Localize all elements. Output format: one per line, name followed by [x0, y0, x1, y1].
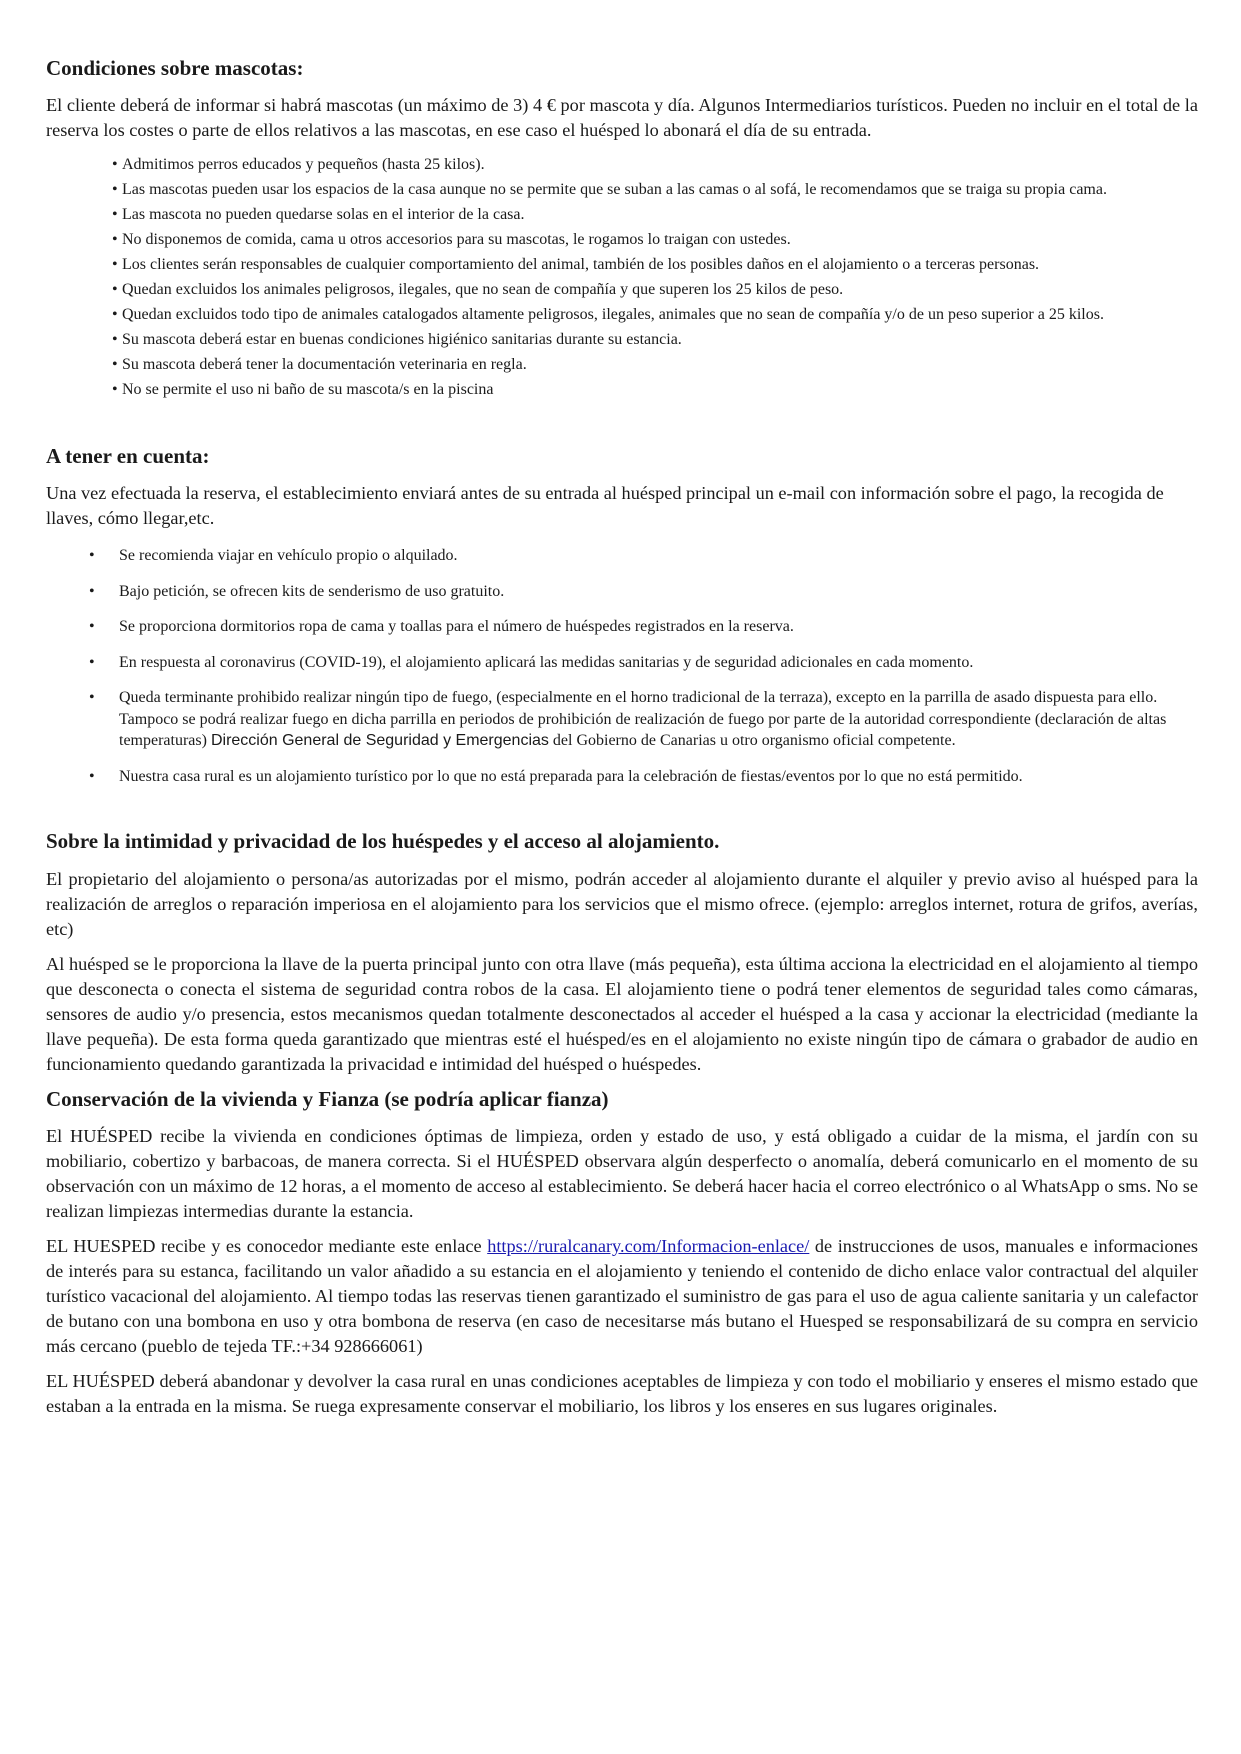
list-item [46, 766, 1198, 788]
bullet-icon: • [89, 767, 95, 785]
list-item [104, 303, 1184, 327]
bullet-icon: • [89, 582, 95, 600]
list-item [104, 353, 1184, 377]
notes-heading: A tener en cuenta: [46, 444, 210, 469]
fire-rule-text-2: del Gobierno de Canarias u otro organismo oficial competente. [552, 732, 956, 750]
list-item [104, 228, 1184, 252]
list-item [104, 178, 1184, 202]
privacy-paragraph-2: Al huésped se le proporciona la llave de la puerta principal junto con otra llave (más pequeña), esta última acciona la electricidad en el alojamiento al tiempo que desconecta o conecta el sistema de seguridad contra robos de la casa. El alojamiento tiene o podrá tener elementos de seguridad tales como cámaras, sensores de audio y/o presencia, estos mecanismos quedan totalmente desconectados al acceder el huésped a la casa y accionar la electricidad (mediante la llave pequeña). De esta forma queda garantizado que mientras esté el huésped/es en el alojamiento no existe ningún tipo de cámara o grabador de audio en funcionamiento quedando garantizada la privacidad e intimidad del huésped o huéspedes. [46, 953, 1198, 1074]
conservation-paragraph-1: El HUÉSPED recibe la vivienda en condiciones óptimas de limpieza, orden y estado de uso, y está obligado a cuidar de la misma, el jardín con su mobiliario, cobertizo y barbacoas, de manera correcta. Si el HUÉSPED observara algún desperfecto o anomalía, deberá comunicarlo en el momento de su observación con un máximo de 12 horas, a el momento de acceso al establecimiento. Se deberá hacer hacia el correo electrónico o al WhatsApp o sms. No se realizan limpiezas intermedias durante la estancia. [46, 1125, 1198, 1221]
list-item [46, 687, 1198, 752]
list-item [104, 203, 1184, 227]
notes-list [46, 545, 1198, 787]
conservation-section [46, 1087, 1198, 1419]
list-item-text: Se recomienda viajar en vehículo propio o alquilado. [119, 547, 458, 565]
list-item-text: Las mascota no pueden quedarse solas en el interior de la casa. [122, 206, 525, 224]
list-item [104, 253, 1184, 277]
pets-list [46, 153, 1184, 402]
bullet-icon: • [112, 281, 118, 299]
bullet-icon: • [112, 331, 118, 349]
info-link[interactable]: https://ruralcanary.com/Informacion-enlace/ [487, 1235, 810, 1256]
list-item-text: Bajo petición, se ofrecen kits de senderismo de uso gratuito. [119, 582, 505, 600]
bullet-icon: • [112, 381, 118, 399]
notes-section [46, 444, 1198, 787]
list-item-text: Nuestra casa rural es un alojamiento turístico por lo que no está preparada para la celebración de fiestas/eventos por lo que no está permitido. [119, 767, 1023, 785]
conservation-paragraph-2 [46, 1234, 1198, 1359]
list-item [46, 616, 1198, 638]
list-item-text: No disponemos de comida, cama u otros accesorios para su mascotas, le rogamos lo traigan con ustedes. [122, 231, 791, 249]
list-item [46, 545, 1198, 567]
bullet-icon: • [112, 156, 118, 174]
list-item-text: Los clientes serán responsables de cualquier comportamiento del animal, también de los posibles daños en el alojamiento o a terceras personas. [122, 256, 1040, 274]
pets-section [46, 56, 1198, 402]
privacy-section [46, 829, 1198, 1076]
privacy-paragraph-1: El propietario del alojamiento o persona/as autorizadas por el mismo, podrán acceder al alojamiento durante el alquiler y previo aviso al huésped para la realización de arreglos o reparación imperiosa en el alojamiento para los servicios que el mismo ofrece. (ejemplo: arreglos internet, rotura de grifos, averías, etc) [46, 868, 1198, 939]
list-item [104, 278, 1184, 302]
notes-intro: Una vez efectuada la reserva, el establecimiento enviará antes de su entrada al huésped principal un e-mail con información sobre el pago, la recogida de llaves, cómo llegar,etc. [46, 483, 1164, 529]
bullet-icon: • [89, 653, 95, 671]
list-item-text: Su mascota deberá estar en buenas condiciones higiénico sanitarias durante su estancia. [122, 331, 682, 349]
list-item-text: Quedan excluidos los animales peligrosos, ilegales, que no sean de compañía y que superen los 25 kilos de peso. [122, 281, 844, 299]
list-item-text: En respuesta al coronavirus (COVID-19), el alojamiento aplicará las medidas sanitarias y de seguridad adicionales en cada momento. [119, 653, 974, 671]
list-item-text: No se permite el uso ni baño de su mascota/s en la piscina [122, 381, 494, 399]
bullet-icon: • [89, 689, 95, 707]
list-item-text: Se proporciona dormitorios ropa de cama y toallas para el número de huéspedes registrados en la reserva. [119, 618, 794, 636]
list-item [46, 581, 1198, 603]
conservation-heading: Conservación de la vivienda y Fianza (se podría aplicar fianza) [46, 1086, 609, 1111]
list-item [104, 378, 1184, 402]
list-item [104, 153, 1184, 177]
document-page [46, 56, 1198, 1429]
bullet-icon: • [112, 181, 118, 199]
conservation-paragraph-3: EL HUÉSPED deberá abandonar y devolver la casa rural en unas condiciones aceptables de limpieza y con todo el mobiliario y enseres el mismo estado que estaban a la entrada en la misma. Se ruega expresamente conservar el mobiliario, los libros y los enseres en sus lugares originales. [46, 1370, 1198, 1416]
list-item [46, 652, 1198, 674]
list-item [104, 328, 1184, 352]
list-item-text: Quedan excluidos todo tipo de animales catalogados altamente peligrosos, ilegales, animales que no sean de compañía y/o de un peso superior a 25 kilos. [122, 306, 1104, 324]
pets-intro: El cliente deberá de informar si habrá mascotas (un máximo de 3) 4 € por mascota y día. Algunos Intermediarios turísticos. Pueden no incluir en el total de la reserva los costes o parte de ellos relativos a las mascotas, en ese caso el huésped lo abonará el día de su entrada. [46, 95, 1198, 141]
bullet-icon: • [112, 206, 118, 224]
conservation-p2-after: de instrucciones de usos, manuales e informaciones de interés para su estanca, facilitando un valor añadido a su estancia en el alojamiento y teniendo el contenido de dicho enlace valor contractual del alquiler turístico vacacional del alojamiento. Al tiempo todas las reservas tienen garantizado el suministro de gas para el uso de agua caliente sanitaria y un calefactor de butano con una bombona en uso y otra bombona de reserva (en caso de necesitarse más butano el Huesped se responsabilizará de su compra en servicio más cercano (pueblo de tejeda TF.:+34 928666061) [46, 1235, 1199, 1356]
bullet-icon: • [89, 618, 95, 636]
bullet-icon: • [112, 256, 118, 274]
bullet-icon: • [112, 306, 118, 324]
privacy-heading: Sobre la intimidad y privacidad de los huéspedes y el acceso al alojamiento. [46, 829, 720, 854]
list-item-text: Las mascotas pueden usar los espacios de la casa aunque no se permite que se suban a las camas o al sofá, le recomendamos que se traiga su propia cama. [122, 181, 1107, 199]
bullet-icon: • [112, 231, 118, 249]
fire-rule-text-1: Queda terminante prohibido realizar ningún tipo de fuego, (especialmente en el horno tradicional de la terraza), excepto en la parrilla de asado dispuesta para ello. Tampoco se podrá realizar fuego en dicha parrilla en periodos de prohibición de realización de fuego por parte de la autoridad correspondiente (declaración de altas temperaturas) [119, 689, 1167, 750]
pets-heading: Condiciones sobre mascotas: [46, 56, 304, 80]
conservation-p2-before: EL HUESPED recibe y es conocedor mediante este enlace [46, 1235, 482, 1256]
fire-rule-authority: Dirección General de Seguridad y Emergencias [210, 732, 549, 750]
bullet-icon: • [112, 356, 118, 374]
bullet-icon: • [89, 547, 95, 565]
list-item-text: Su mascota deberá tener la documentación veterinaria en regla. [122, 356, 527, 374]
list-item-text: Admitimos perros educados y pequeños (hasta 25 kilos). [122, 156, 485, 174]
